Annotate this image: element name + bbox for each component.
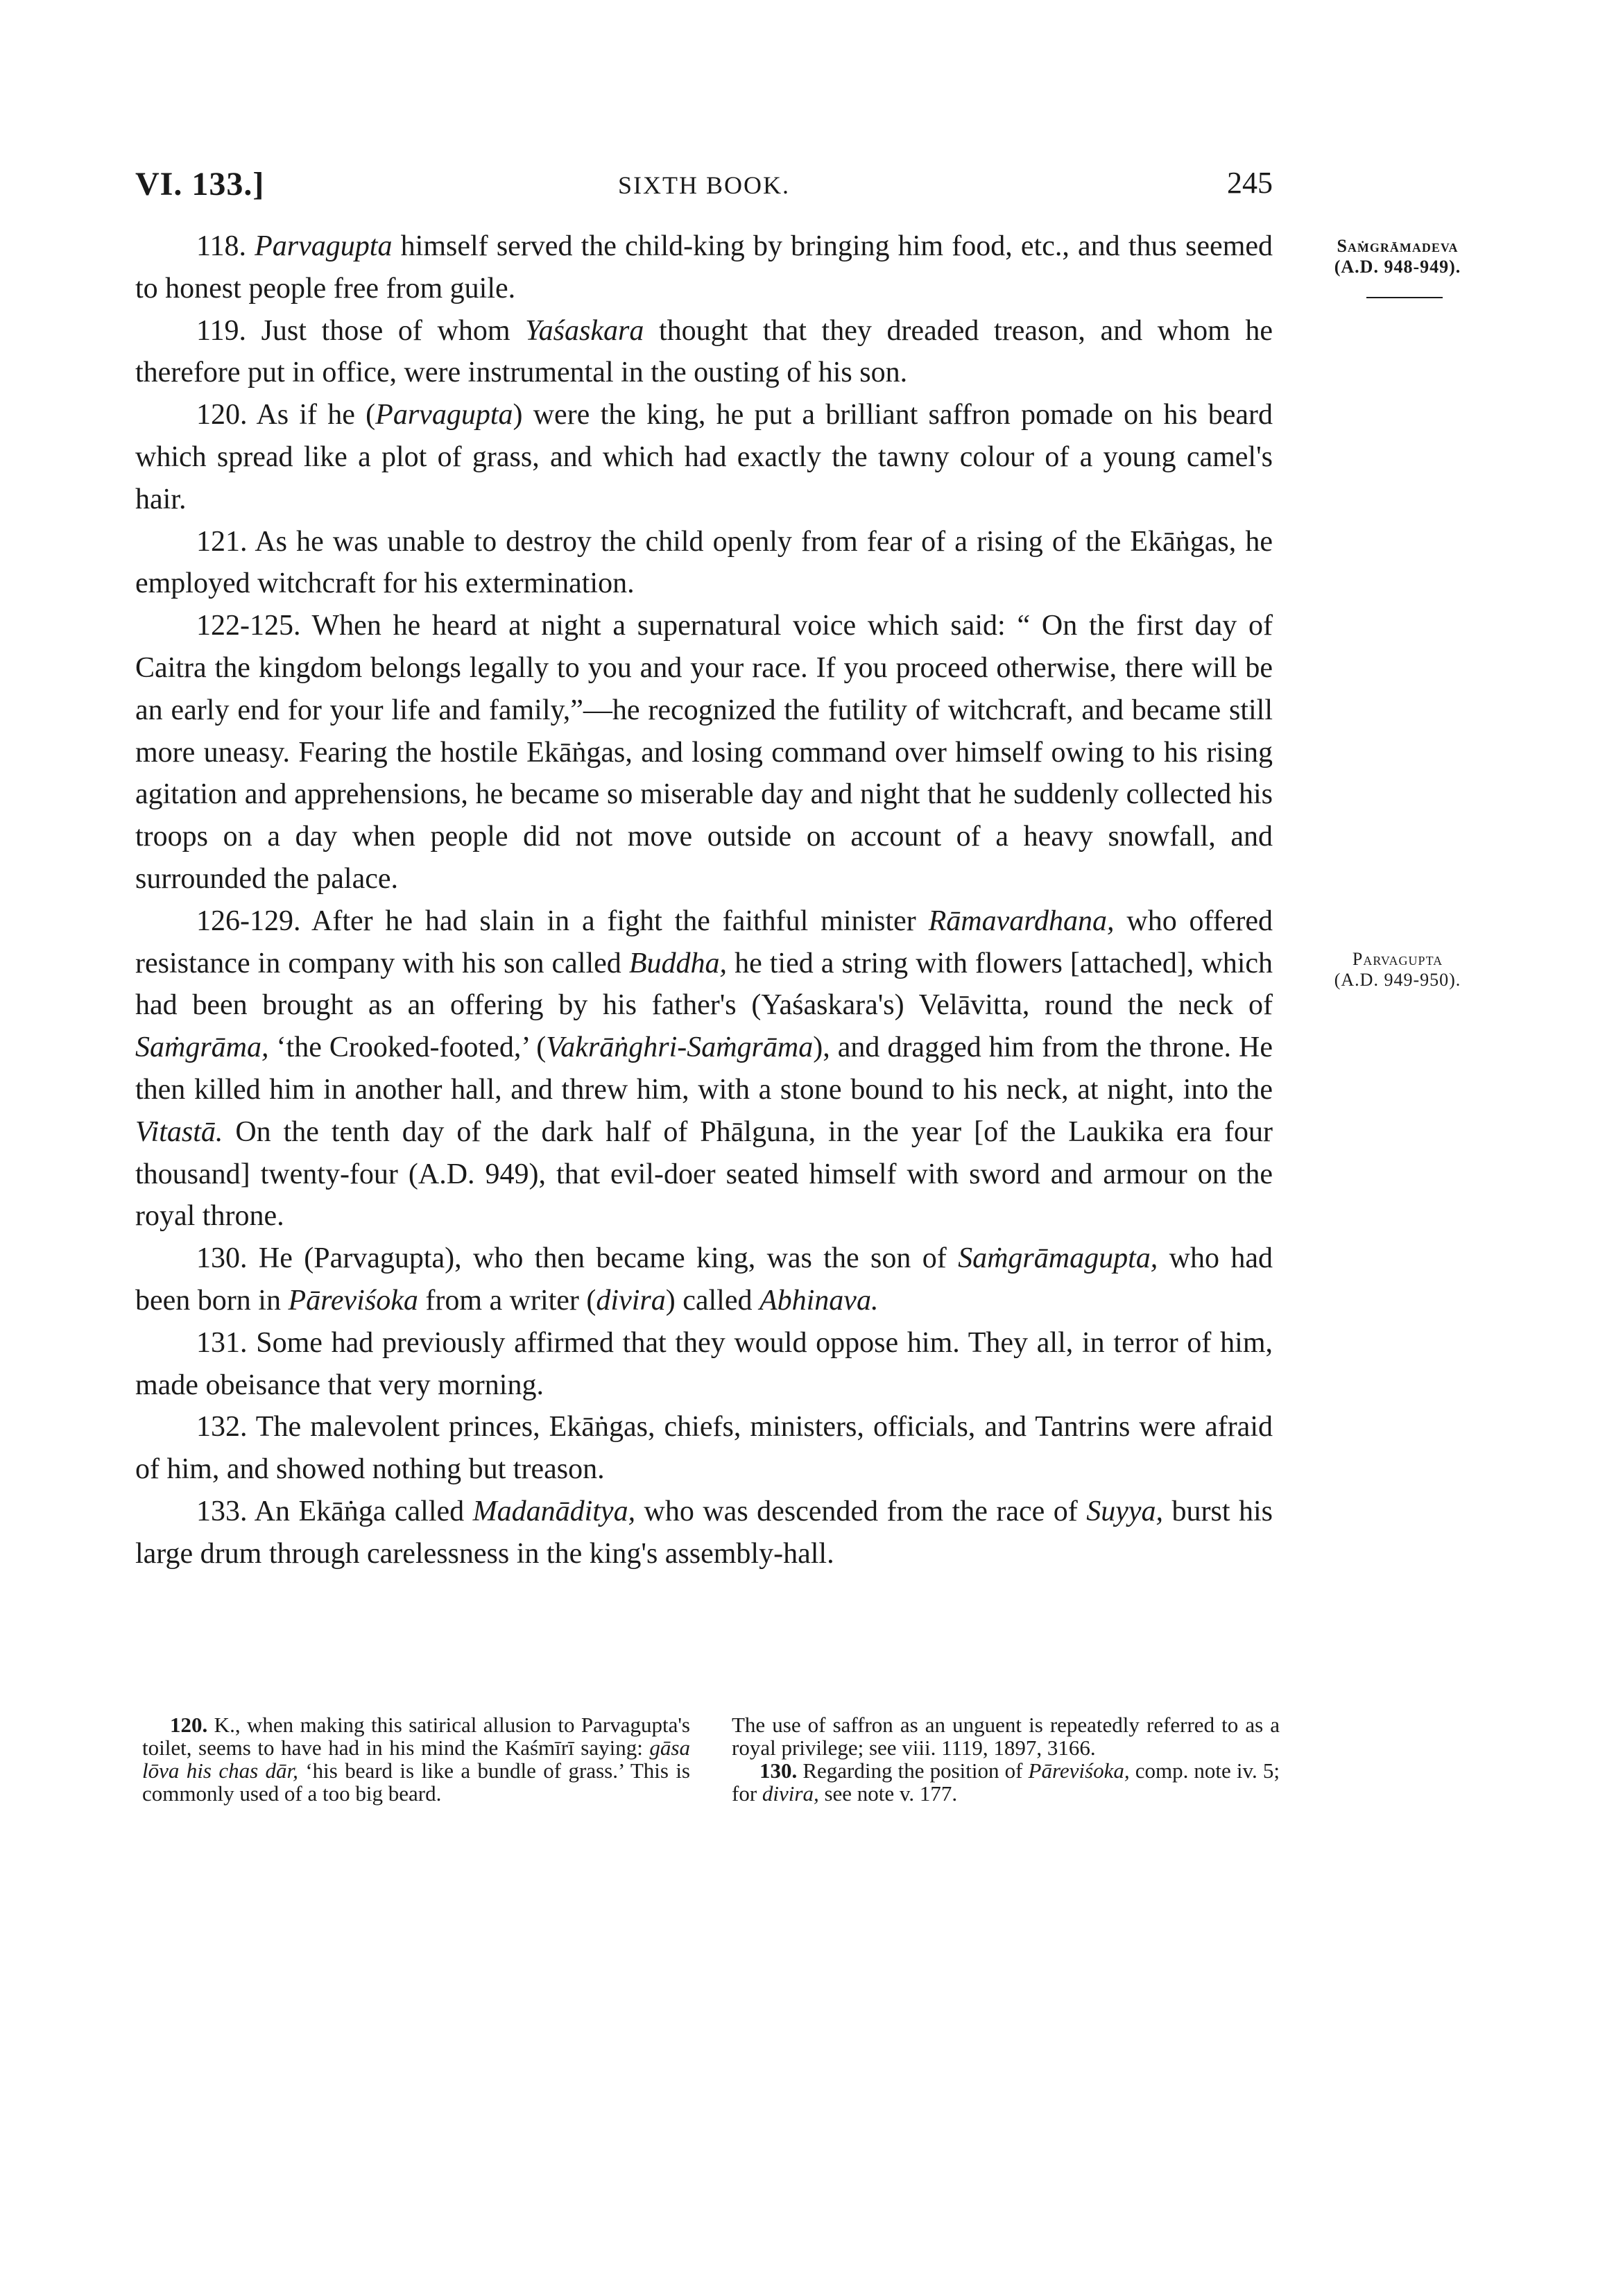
footnotes-left-column <box>142 1713 690 1805</box>
italic-term: divira, <box>762 1781 819 1806</box>
italic-term: Vitastā. <box>135 1115 223 1148</box>
paragraph-number: 130. <box>196 1242 248 1275</box>
paragraph-number: 121. <box>196 525 248 558</box>
paragraph-number: 132. <box>196 1411 248 1443</box>
italic-term: Buddha, <box>628 947 728 979</box>
margin-note-samgramadeva <box>1311 236 1484 277</box>
text-run: see note v. 177. <box>818 1781 958 1806</box>
text-run: who had been born in <box>135 1242 1273 1317</box>
verse-paragraph <box>135 310 1273 395</box>
paragraph-number: 133. <box>196 1495 248 1527</box>
text-run: As he was unable to destroy the child openly from fear of a rising of the Ekāṅgas, he employed witchcraft for his extermination. <box>135 525 1273 600</box>
paragraph-number: 118. <box>196 230 246 262</box>
italic-term: Parvagupta <box>255 230 393 262</box>
margin-note-dates: (A.D. 949-950). <box>1334 970 1461 990</box>
italic-term: Saṁgrāmagupta, <box>958 1242 1158 1275</box>
italic-term: Vakrāṅghri-Saṁgrāma <box>546 1031 814 1064</box>
verse-paragraph <box>135 225 1273 310</box>
text-run: ), and dragged him from the throne. He then killed him in another hall, and threw him, with a stone bound to his neck, at night, into the <box>135 1031 1273 1106</box>
text-run: On the tenth day of the dark half of Phālguna, in the year [of the Laukika era four thousand] twenty-four (A.D. 949), that evil-doer seated himself with sword and armour on the royal throne. <box>135 1115 1273 1233</box>
italic-term: Abhinava. <box>759 1284 879 1317</box>
text-run: he tied a string with flowers [attached], which had been brought as an offering by his father's (Yaśaskara's) Velāvitta, round the neck of <box>135 947 1273 1022</box>
verse-paragraph <box>135 1322 1273 1407</box>
paragraph-number: 131. <box>196 1326 248 1359</box>
italic-term: Yaśaskara <box>525 314 644 347</box>
italic-term: Suyya, <box>1086 1495 1164 1527</box>
text-run: Just those of whom <box>246 314 526 347</box>
text-run: burst his large drum through carelessness in the king's assembly-hall. <box>135 1495 1273 1570</box>
verse-paragraph <box>135 605 1273 900</box>
italic-term: Pāreviśoka <box>288 1284 418 1317</box>
text-run: from a writer ( <box>418 1284 596 1317</box>
verse-paragraph <box>135 1491 1273 1575</box>
margin-note-divider <box>1366 297 1443 298</box>
verse-paragraph <box>135 900 1273 1237</box>
paragraph-number: 122-125. <box>196 610 301 642</box>
text-run: who offered resistance in company with his son called <box>135 905 1273 979</box>
paragraph-number: 126-129. <box>196 905 301 937</box>
margin-note-parvagupta <box>1311 949 1484 991</box>
text-run: himself served the child-king by bringing him food, etc., and thus seemed to honest people free from guile. <box>135 230 1273 305</box>
paragraph-number: 119. <box>196 314 246 347</box>
verse-paragraph <box>135 1406 1273 1491</box>
margin-note-dates: (A.D. 948-949). <box>1334 257 1461 277</box>
margin-note-title: Saṁgrāmadeva <box>1337 236 1459 256</box>
italic-term: divira <box>596 1284 666 1317</box>
book-title: SIXTH BOOK. <box>617 171 790 199</box>
text-run: K., when making this satirical allusion to Parvagupta's toilet, seems to have had in his mind the Kaśmīrī saying: <box>142 1713 690 1760</box>
italic-term: Madanāditya, <box>472 1495 636 1527</box>
italic-term: Rāmavardhana, <box>928 905 1115 937</box>
text-run: An Ekāṅga called <box>247 1495 473 1527</box>
text-run: ) called <box>665 1284 759 1317</box>
text-run: After he had slain in a fight the faithful minister <box>300 905 929 937</box>
verse-paragraph <box>135 394 1273 520</box>
paragraph-number: 130. <box>759 1758 798 1783</box>
text-run: who was descended from the race of <box>635 1495 1087 1527</box>
italic-term: Parvagupta <box>375 399 513 431</box>
verse-paragraph <box>135 1237 1273 1322</box>
text-run: Some had previously affirmed that they would oppose him. They all, in terror of him, made obeisance that very morning. <box>135 1326 1273 1401</box>
footnote <box>732 1759 1280 1805</box>
verse-paragraph <box>135 521 1273 606</box>
text-run: ‘the Crooked-footed,’ ( <box>268 1031 547 1064</box>
italic-term: Saṁgrāma, <box>135 1031 269 1064</box>
margin-note-title: Parvagupta <box>1352 949 1443 969</box>
running-header <box>135 165 1273 214</box>
footnote <box>142 1713 690 1805</box>
text-run: As if he ( <box>247 399 376 431</box>
text-run: thought that they dreaded treason, and whom he therefore put in office, were instrumental in the ousting of his son. <box>135 314 1273 389</box>
italic-term: gāsa lōva his chas dār, <box>142 1736 690 1783</box>
text-run <box>246 230 255 262</box>
text-run: ‘his beard is like a bundle of grass.’ This is commonly used of a too big beard. <box>142 1758 690 1806</box>
italic-term: Pāreviśoka, <box>1028 1758 1130 1783</box>
paragraph-number: 120. <box>196 399 248 431</box>
paragraph-number: 120. <box>170 1713 208 1737</box>
text-run: When he heard at night a supernatural voice which said: “ On the first day of Caitra the kingdom belongs legally to you and your race. If you proceed otherwise, there will be an early end for your life and family,”—he recognized the futility of witchcraft, and became still more uneasy. Fearing the hostile Ekāṅgas, and losing command over himself owing to his rising agitation and apprehensions, he became so miserable day and night that he suddenly collected his troops on a day when people did not move outside on account of a heavy snowfall, and surrounded the palace. <box>135 610 1273 895</box>
page-number: 245 <box>1227 166 1273 200</box>
text-run: ) were the king, he put a brilliant saffron pomade on his beard which spread like a plot of grass, and which had exactly the tawny colour of a young camel's hair. <box>135 399 1273 515</box>
text-run: Regarding the position of <box>797 1758 1029 1783</box>
footnotes-right-column <box>732 1713 1280 1805</box>
footnote <box>732 1713 1280 1759</box>
text-run: comp. note iv. 5; for <box>732 1758 1280 1806</box>
text-run: The malevolent princes, Ekāṅgas, chiefs, ministers, officials, and Tantrins were afraid of him, and showed nothing but treason. <box>135 1411 1273 1486</box>
text-run: The use of saffron as an unguent is repeatedly referred to as a royal privilege; see viii. 1119, 1897, 3166. <box>732 1713 1280 1760</box>
text-run: He (Parvagupta), who then became king, was the son of <box>247 1242 959 1275</box>
main-text <box>135 225 1273 1575</box>
section-reference: VI. 133.] <box>135 166 265 203</box>
